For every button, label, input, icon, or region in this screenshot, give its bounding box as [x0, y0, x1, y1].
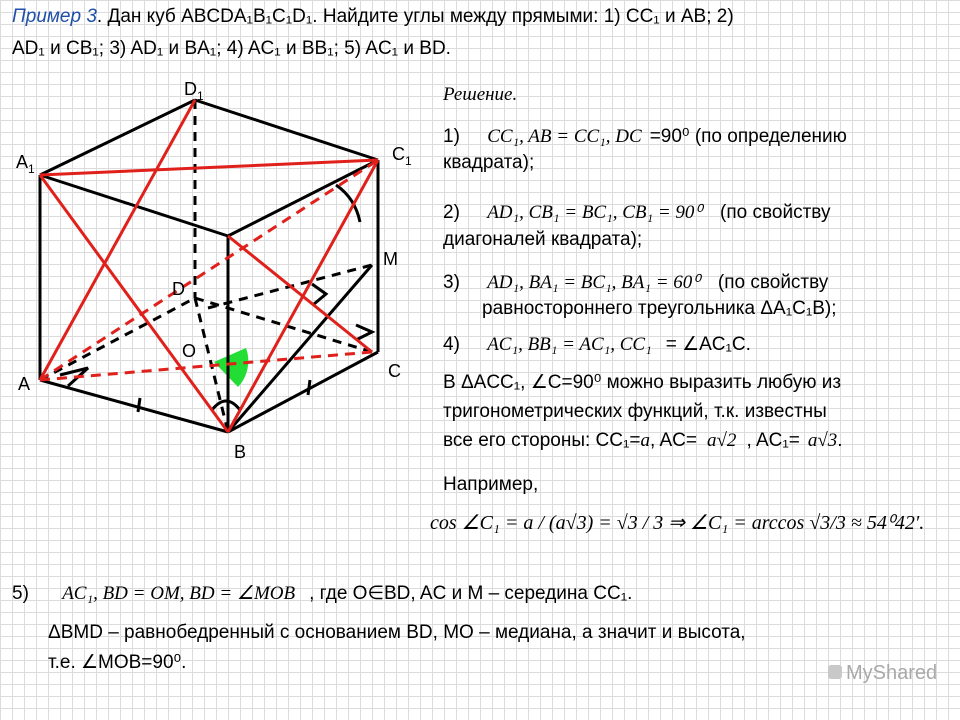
problem-line1: . Дан куб ABCDA₁B₁C₁D₁. Найдите углы между прямыми: 1) CC₁ и AB; 2)	[96, 6, 734, 27]
label-d: D	[172, 279, 185, 299]
solution-heading: Решение.	[443, 84, 518, 105]
item2-formula: AD₁, CB₁ = BC₁, CB₁ = 90⁰	[487, 202, 703, 223]
item4	[443, 334, 751, 356]
cube-figure	[0, 60, 420, 480]
item5-tail: , где O∈BD, AC и M – середина CC₁.	[309, 583, 633, 604]
item1-tail: =90⁰ (по определению	[649, 126, 847, 147]
edge-a1d1	[40, 100, 195, 175]
item5-formula: AC₁, BD = OM, BD = ∠MOB	[62, 583, 296, 604]
green-angle	[214, 348, 248, 387]
label-c: C	[388, 361, 401, 381]
item5	[12, 583, 632, 605]
item1-formula: CC₁, AB = CC₁, DC	[487, 126, 642, 147]
segment-bm	[228, 265, 372, 432]
item5-number: 5)	[12, 583, 29, 604]
item4-formula: AC₁, BB₁ = AC₁, CC₁	[487, 334, 652, 355]
final-line2: т.е. ∠MOB=90⁰.	[48, 652, 187, 673]
item3-tail: (по свойству	[717, 272, 829, 293]
label-o: O	[182, 341, 197, 361]
tri-line3: все его стороны: CC₁=a, AC= a√2 , AC₁= a√3.	[443, 430, 843, 451]
diag-a1c1	[40, 160, 378, 175]
final-line1: ΔBMD – равнобедренный с основанием BD, MO – медиана, а значит и высота,	[48, 622, 746, 643]
tri-line2: тригонометрических функций, т.к. известны	[443, 401, 827, 422]
diag-ac	[40, 352, 372, 380]
example-word: Например,	[443, 474, 539, 495]
problem-header	[12, 6, 734, 28]
item1-line2: квадрата);	[443, 152, 535, 173]
item3-number: 3)	[443, 272, 460, 293]
diag-a1b	[40, 175, 228, 432]
edge-dc	[195, 298, 372, 352]
label-a1: $A_1$	[16, 152, 35, 176]
item3-formula: AD₁, BA₁ = BC₁, BA₁ = 60⁰	[487, 272, 700, 293]
item1-number: 1)	[443, 126, 460, 147]
edge-d1c1	[195, 100, 378, 160]
cos-formula: cos ∠C₁ = a / (a√3) = √3 / 3 ⇒ ∠C₁ = arccos √3/3 ≈ 54⁰42′.	[430, 512, 925, 534]
item3	[443, 272, 828, 294]
item2-line2: диагоналей квадрата);	[443, 229, 643, 250]
label-b: B	[234, 442, 247, 462]
item2-number: 2)	[443, 202, 460, 223]
edge-a1b1	[40, 175, 228, 236]
diag-cb1	[228, 236, 372, 352]
label-c1: $C_1$	[392, 144, 412, 168]
item4-number: 4)	[443, 334, 460, 355]
example-label: Пример 3	[12, 6, 97, 27]
problem-line2: AD₁ и CB₁; 3) AD₁ и BA₁; 4) AC₁ и BB₁; 5) AC₁ и BD.	[12, 38, 451, 59]
watermark-logo-icon	[828, 665, 842, 679]
item2-tail: (по свойству	[720, 202, 831, 223]
item1	[443, 126, 847, 148]
label-a: A	[18, 374, 31, 394]
edge-ab	[40, 380, 228, 432]
item4-tail: = ∠AC₁C.	[665, 334, 751, 355]
label-m: M	[383, 249, 398, 269]
item3-line2: равностороннего треугольника ΔA₁C₁B);	[482, 298, 837, 319]
label-d1: $D_1$	[184, 79, 204, 103]
watermark: MyShared	[828, 662, 937, 685]
tri-line1: В ΔACC₁, ∠C=90⁰ можно выразить любую из	[443, 372, 842, 393]
item2	[443, 202, 830, 224]
